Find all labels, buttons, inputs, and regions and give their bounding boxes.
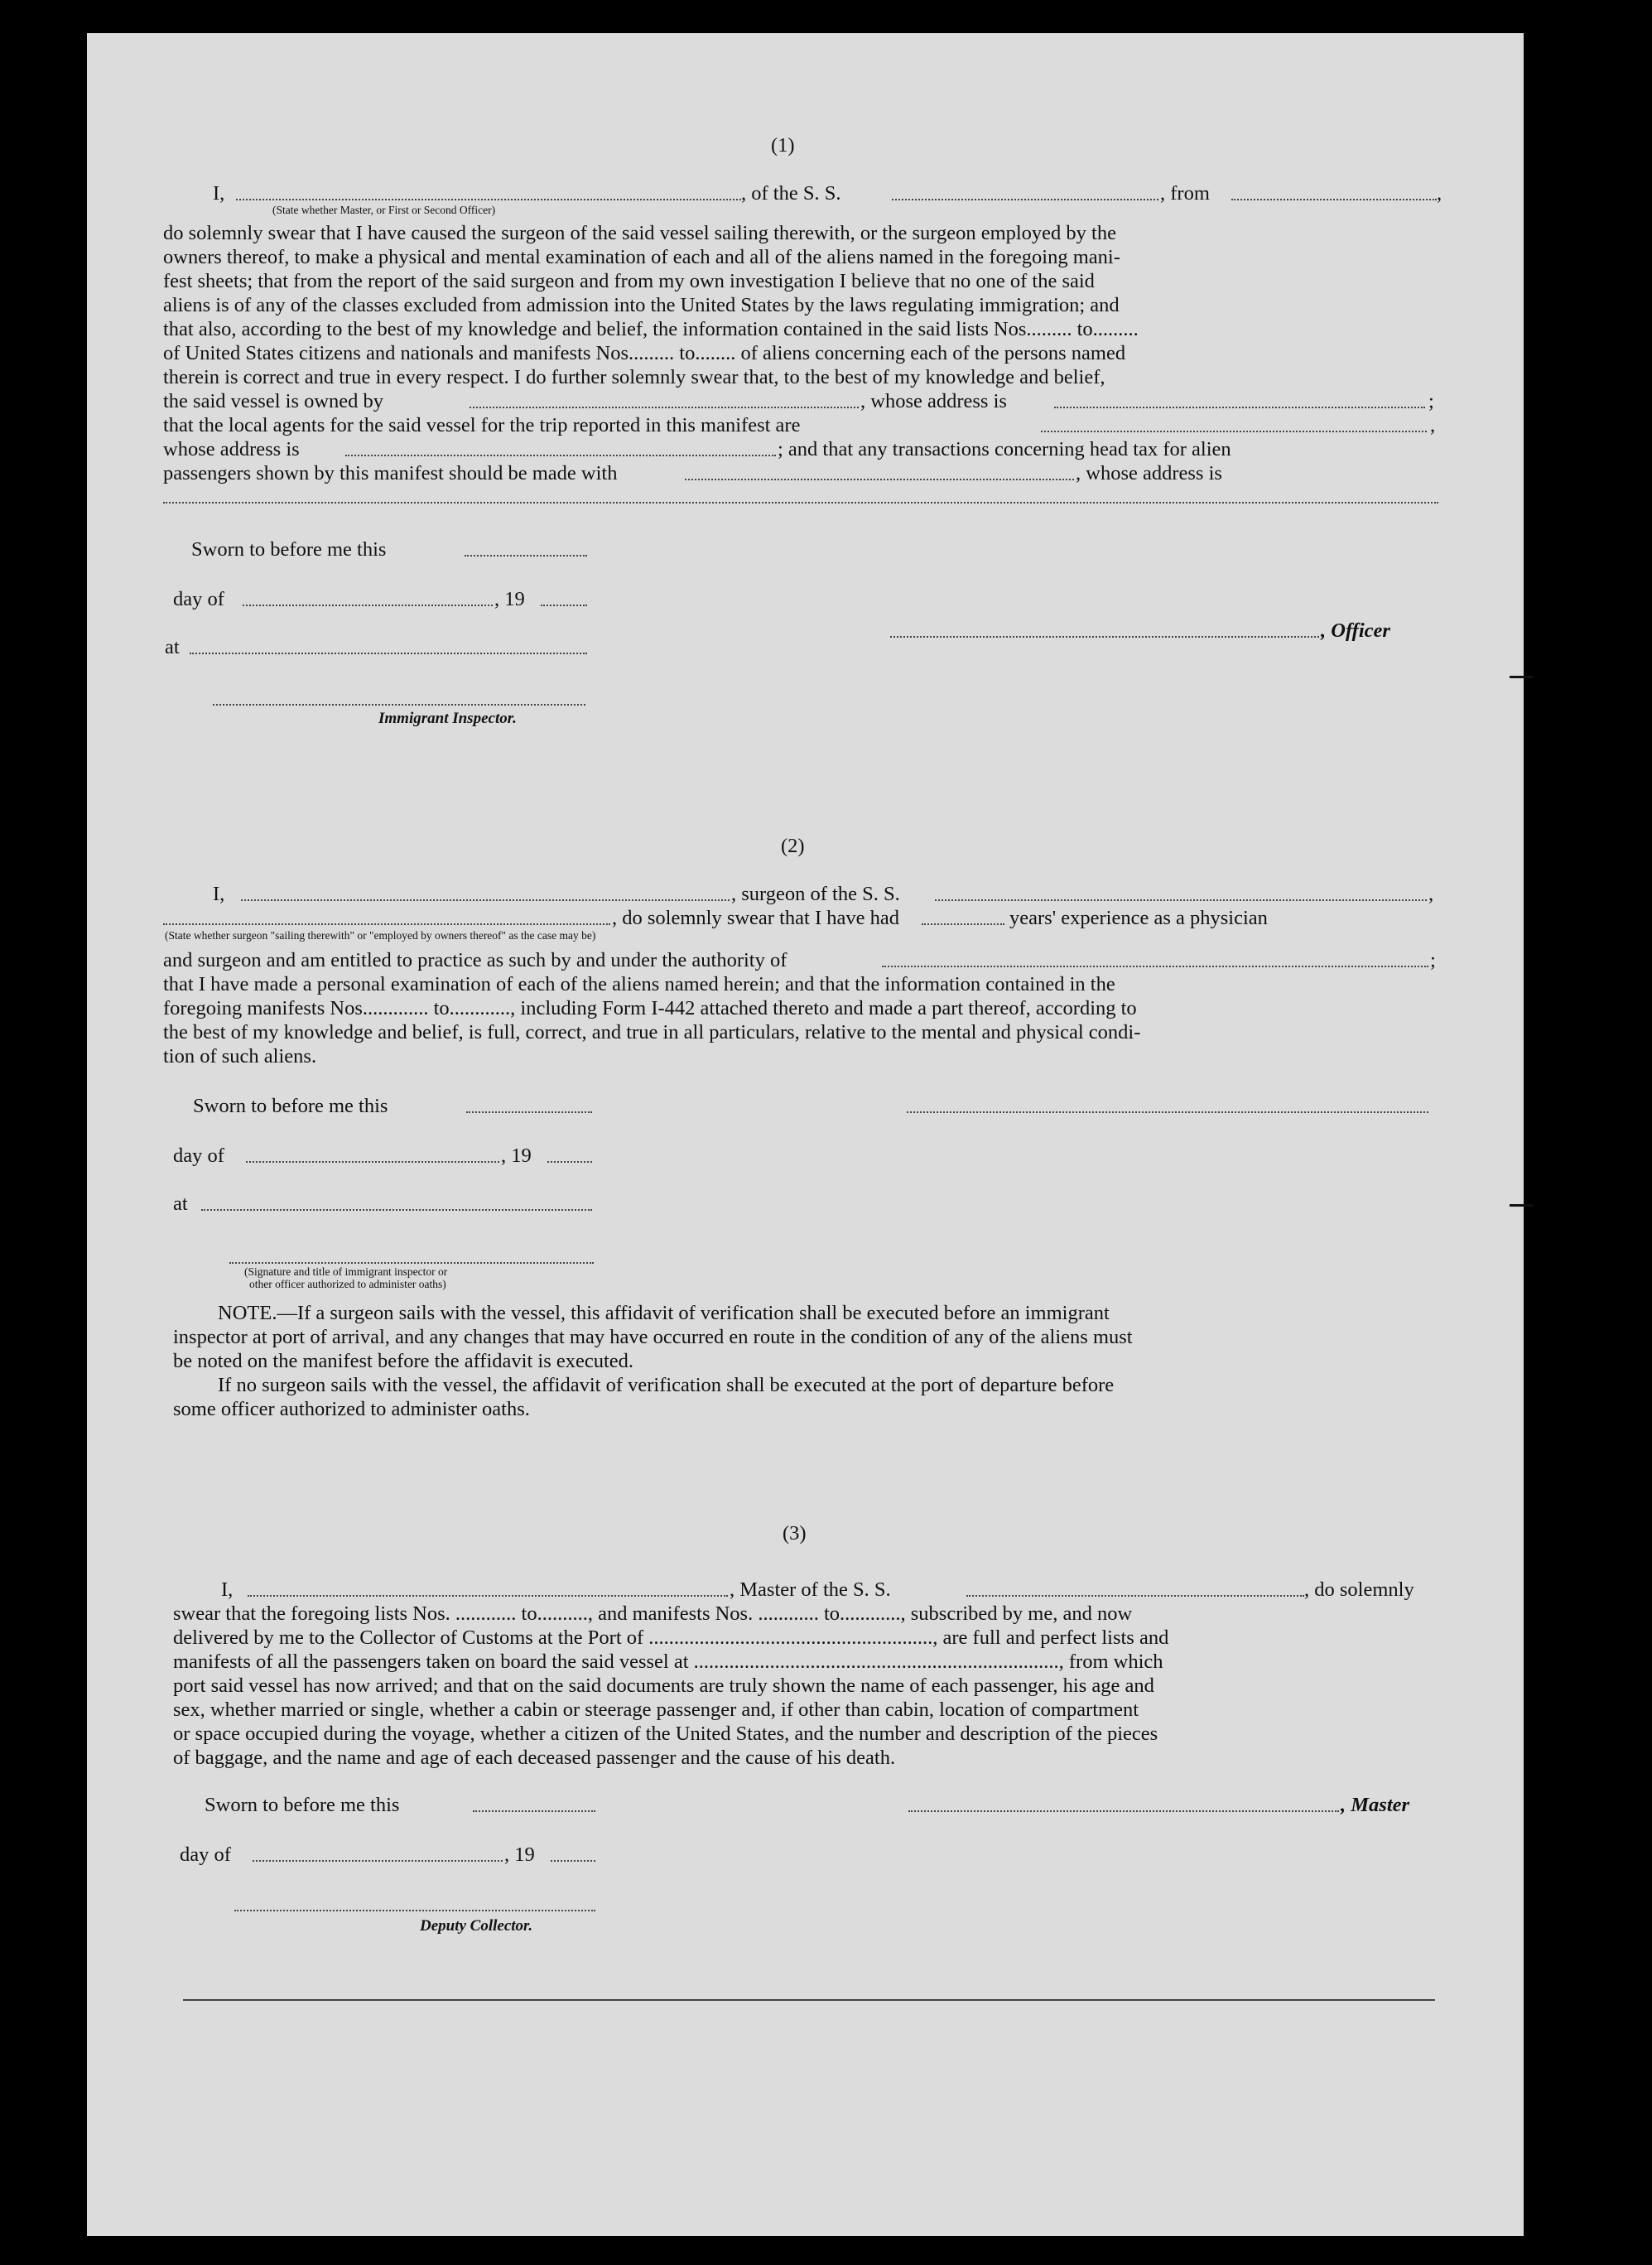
oath-line: or space occupied during the voyage, whether a citizen of the United States, and the number and description of the pieces — [173, 1723, 1158, 1745]
oath-line: therein is correct and true in every respect. I do further solemnly swear that, to the best of my knowledge and belief, — [163, 366, 1105, 388]
oath-line: fest sheets; that from the report of the said surgeon and from my own investigation I believe that no one of the said — [163, 270, 1095, 292]
agents-label: that the local agents for the said vessel for the trip reported in this manifest are — [163, 414, 801, 436]
oath-i: I, — [213, 182, 225, 205]
sworn-year-field[interactable] — [547, 1161, 592, 1163]
oath-line: tion of such aliens. — [163, 1045, 317, 1067]
experience-label: years' experience as a physician — [1009, 907, 1268, 929]
affidavit-page — [87, 33, 1524, 2236]
sworn-day-field[interactable] — [465, 555, 587, 557]
section-number: (1) — [771, 134, 795, 157]
oath-line: swear that the foregoing lists Nos. ............ to.........., and manifests Nos. ............ to............, subscribed by me, and now — [173, 1602, 1133, 1625]
oath-line: the best of my knowledge and belief, is full, correct, and true in all particulars, relative to the mental and physical condi- — [163, 1021, 1141, 1043]
vessel-name-field[interactable] — [935, 899, 1427, 901]
sworn-month-field[interactable] — [246, 1161, 499, 1163]
year-label: , 19 — [501, 1145, 532, 1167]
sworn-day-field[interactable] — [466, 1111, 592, 1113]
whose-address-label: whose address is — [163, 438, 300, 460]
sworn-year-field[interactable] — [541, 605, 587, 606]
oath-line: manifests of all the passengers taken on board the said vessel at ........................................................................, from which — [173, 1651, 1163, 1673]
master-name-field[interactable] — [248, 1595, 728, 1597]
at-label: at — [165, 636, 180, 658]
master-of-ss-label: , Master of the S. S. — [730, 1578, 891, 1601]
sworn-year-field[interactable] — [551, 1860, 595, 1862]
oath-line: port said vessel has now arrived; and that on the said documents are truly shown the name of each passenger, his age and — [173, 1675, 1154, 1697]
years-experience-field[interactable] — [922, 923, 1004, 925]
note-line: some officer authorized to administer oaths. — [173, 1398, 530, 1420]
oath-line: that also, according to the best of my knowledge and belief, the information contained in the said lists Nos......... to......... — [163, 318, 1139, 340]
punct: , — [1430, 414, 1436, 436]
owner-field[interactable] — [470, 407, 859, 408]
year-label: , 19 — [494, 588, 525, 610]
vessel-name-field[interactable] — [966, 1595, 1304, 1597]
collector-signature-field[interactable] — [234, 1910, 595, 1911]
signature-caption: other officer authorized to administer oaths) — [249, 1278, 446, 1290]
officer-label: , Officer — [1321, 619, 1390, 642]
from-port-field[interactable] — [1231, 199, 1437, 200]
surgeon-of-ss-label: , surgeon of the S. S. — [731, 883, 900, 905]
inspector-signature-field[interactable] — [213, 704, 585, 706]
collector-label: Deputy Collector. — [420, 1917, 533, 1935]
officer-name-field[interactable] — [236, 199, 741, 200]
sworn-month-field[interactable] — [253, 1860, 503, 1862]
head-tax-address-field[interactable] — [163, 502, 1438, 504]
authority-label: and surgeon and am entitled to practice as such by and under the authority of — [163, 949, 787, 971]
note-line: be noted on the manifest before the affidavit is executed. — [173, 1350, 634, 1372]
officer-signature-field[interactable] — [890, 636, 1319, 638]
oath-line: foregoing manifests Nos............. to............, including Form I-442 attached thereto and made a part thereof, according to — [163, 997, 1137, 1019]
margin-mark — [1510, 1204, 1533, 1207]
vessel-name-field[interactable] — [892, 199, 1158, 200]
surgeon-caption: (State whether surgeon "sailing therewith" or "employed by owners thereof" as the case may be) — [165, 929, 596, 942]
signature-caption: (Signature and title of immigrant inspector or — [244, 1265, 448, 1278]
surgeon-name-field[interactable] — [241, 899, 730, 901]
day-of-label: day of — [173, 1145, 224, 1167]
oath-line: aliens is of any of the classes excluded from admission into the United States by the laws regulating immigration; and — [163, 294, 1120, 316]
day-of-label: day of — [180, 1843, 231, 1866]
passengers-label: passengers shown by this manifest should be made with — [163, 462, 618, 484]
from-label: , from — [1160, 182, 1210, 205]
inspector-label: Immigrant Inspector. — [378, 710, 517, 727]
sworn-place-field[interactable] — [190, 653, 587, 654]
inspector-signature-field[interactable] — [229, 1262, 594, 1264]
note-line: NOTE.—If a surgeon sails with the vessel, this affidavit of verification shall be executed before an immigrant — [218, 1302, 1110, 1324]
oath-i: I, — [221, 1578, 234, 1601]
solemnly-label: , do solemnly — [1304, 1578, 1414, 1601]
sworn-month-field[interactable] — [243, 605, 493, 606]
oath-i: I, — [213, 883, 225, 905]
sworn-label: Sworn to before me this — [205, 1794, 400, 1816]
oath-line: do solemnly swear that I have caused the surgeon of the said vessel sailing therewith, or the surgeon employed by the — [163, 222, 1116, 244]
sworn-label: Sworn to before me this — [193, 1095, 388, 1117]
agents-field[interactable] — [1041, 431, 1427, 432]
surgeon-signature-field[interactable] — [907, 1111, 1428, 1113]
master-signature-field[interactable] — [908, 1810, 1339, 1812]
owner-address-field[interactable] — [1054, 407, 1425, 408]
oath-line: sex, whether married or single, whether a cabin or steerage passenger and, if other than cabin, location of compartment — [173, 1699, 1139, 1721]
whose-address-label: , whose address is — [1076, 462, 1222, 484]
margin-mark — [1510, 676, 1533, 678]
oath-line: owners thereof, to make a physical and mental examination of each and all of the aliens named in the foregoing mani- — [163, 246, 1120, 268]
whose-address-label: , whose address is — [860, 390, 1007, 412]
oath-line: of United States citizens and nationals and manifests Nos......... to........ of aliens concerning each of the persons named — [163, 342, 1126, 364]
section-number: (2) — [781, 835, 805, 857]
sworn-place-field[interactable] — [201, 1209, 592, 1211]
oath-line: of baggage, and the name and age of each deceased passenger and the cause of his death. — [173, 1747, 896, 1769]
punct: , — [1428, 883, 1434, 905]
punct: ; — [1428, 390, 1434, 412]
sworn-label: Sworn to before me this — [191, 538, 387, 561]
year-label: , 19 — [504, 1843, 535, 1866]
master-label: , Master — [1341, 1794, 1410, 1816]
at-label: at — [173, 1193, 188, 1215]
head-tax-label: ; and that any transactions concerning head tax for alien — [778, 438, 1231, 460]
solemnly-label: , do solemnly swear that I have had — [612, 907, 899, 929]
authority-field[interactable] — [882, 966, 1428, 967]
sworn-day-field[interactable] — [473, 1810, 595, 1812]
day-of-label: day of — [173, 588, 224, 610]
of-ss-label: , of the S. S. — [741, 182, 841, 205]
agents-address-field[interactable] — [345, 455, 776, 456]
officer-caption: (State whether Master, or First or Second Officer) — [272, 204, 496, 216]
section-number: (3) — [783, 1522, 807, 1545]
punct: ; — [1430, 949, 1436, 971]
head-tax-party-field[interactable] — [685, 479, 1074, 480]
note-line: If no surgeon sails with the vessel, the affidavit of verification shall be executed at the port of departure before — [218, 1374, 1115, 1396]
bottom-rule — [183, 1999, 1435, 2001]
note-line: inspector at port of arrival, and any changes that may have occurred en route in the condition of any of the aliens must — [173, 1326, 1133, 1348]
oath-line: delivered by me to the Collector of Customs at the Port of ........................................................, are full and perfect lists and — [173, 1626, 1169, 1649]
punct: , — [1437, 182, 1442, 205]
surgeon-status-field[interactable] — [163, 923, 610, 925]
owned-by-label: the said vessel is owned by — [163, 390, 384, 412]
oath-line: that I have made a personal examination of each of the aliens named herein; and that the information contained in the — [163, 973, 1115, 995]
